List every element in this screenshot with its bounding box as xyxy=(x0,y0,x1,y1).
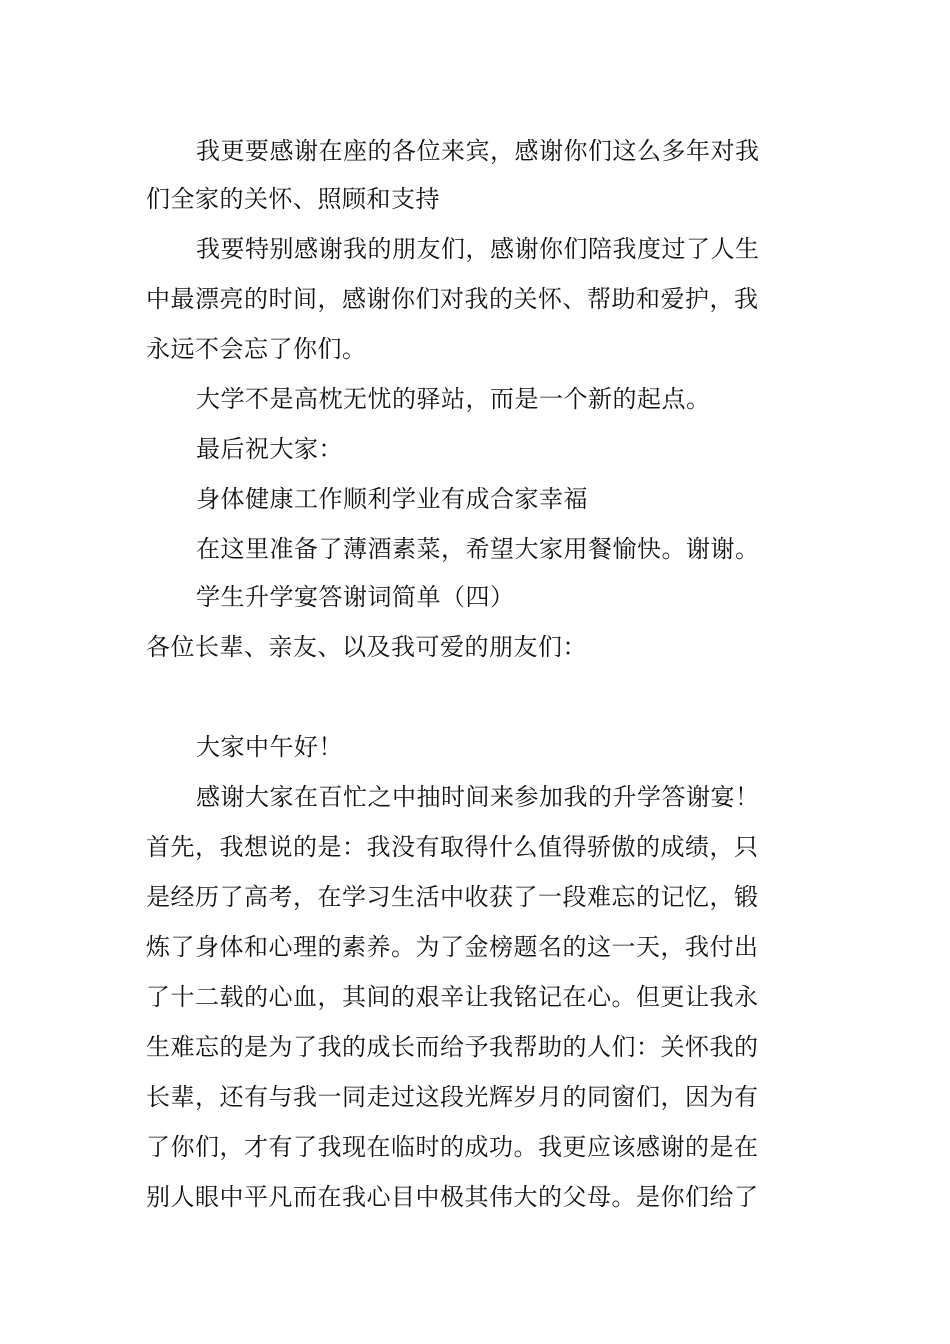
paragraph-line: 生难忘的是为了我的成长而给予我帮助的人们：关怀我的 xyxy=(146,1033,759,1061)
salutation: 各位长辈、亲友、以及我可爱的朋友们： xyxy=(146,633,587,661)
paragraph-line: 永远不会忘了你们。 xyxy=(146,335,367,363)
paragraph-line: 了十二载的心血，其间的艰辛让我铭记在心。但更让我永 xyxy=(146,983,759,1011)
paragraph-line: 首先，我想说的是：我没有取得什么值得骄傲的成绩，只 xyxy=(146,833,759,861)
paragraph-line: 炼了身体和心理的素养。为了金榜题名的这一天，我付出 xyxy=(146,933,759,961)
paragraph-line: 我要特别感谢我的朋友们，感谢你们陪我度过了人生 xyxy=(196,235,760,263)
section-heading: 学生升学宴答谢词简单（四） xyxy=(196,583,515,611)
paragraph-line: 是经历了高考，在学习生活中收获了一段难忘的记忆，锻 xyxy=(146,883,759,911)
paragraph-line: 大学不是高枕无忧的驿站，而是一个新的起点。 xyxy=(196,385,711,413)
paragraph-line: 感谢大家在百忙之中抽时间来参加我的升学答谢宴！ xyxy=(196,783,760,811)
paragraph-line: 了你们，才有了我现在临时的成功。我更应该感谢的是在 xyxy=(146,1133,759,1161)
paragraph-line: 们全家的关怀、照顾和支持 xyxy=(146,185,440,213)
paragraph-line: 身体健康工作顺利学业有成合家幸福 xyxy=(196,485,588,513)
paragraph-line: 我更要感谢在座的各位来宾，感谢你们这么多年对我 xyxy=(196,137,760,165)
paragraph-line: 在这里准备了薄酒素菜，希望大家用餐愉快。谢谢。 xyxy=(196,535,760,563)
paragraph-line: 长辈，还有与我一同走过这段光辉岁月的同窗们，因为有 xyxy=(146,1083,759,1111)
paragraph-line: 别人眼中平凡而在我心目中极其伟大的父母。是你们给了 xyxy=(146,1183,759,1211)
paragraph-line: 最后祝大家： xyxy=(196,435,343,463)
greeting: 大家中午好！ xyxy=(196,733,343,761)
paragraph-line: 中最漂亮的时间，感谢你们对我的关怀、帮助和爱护，我 xyxy=(146,285,759,313)
